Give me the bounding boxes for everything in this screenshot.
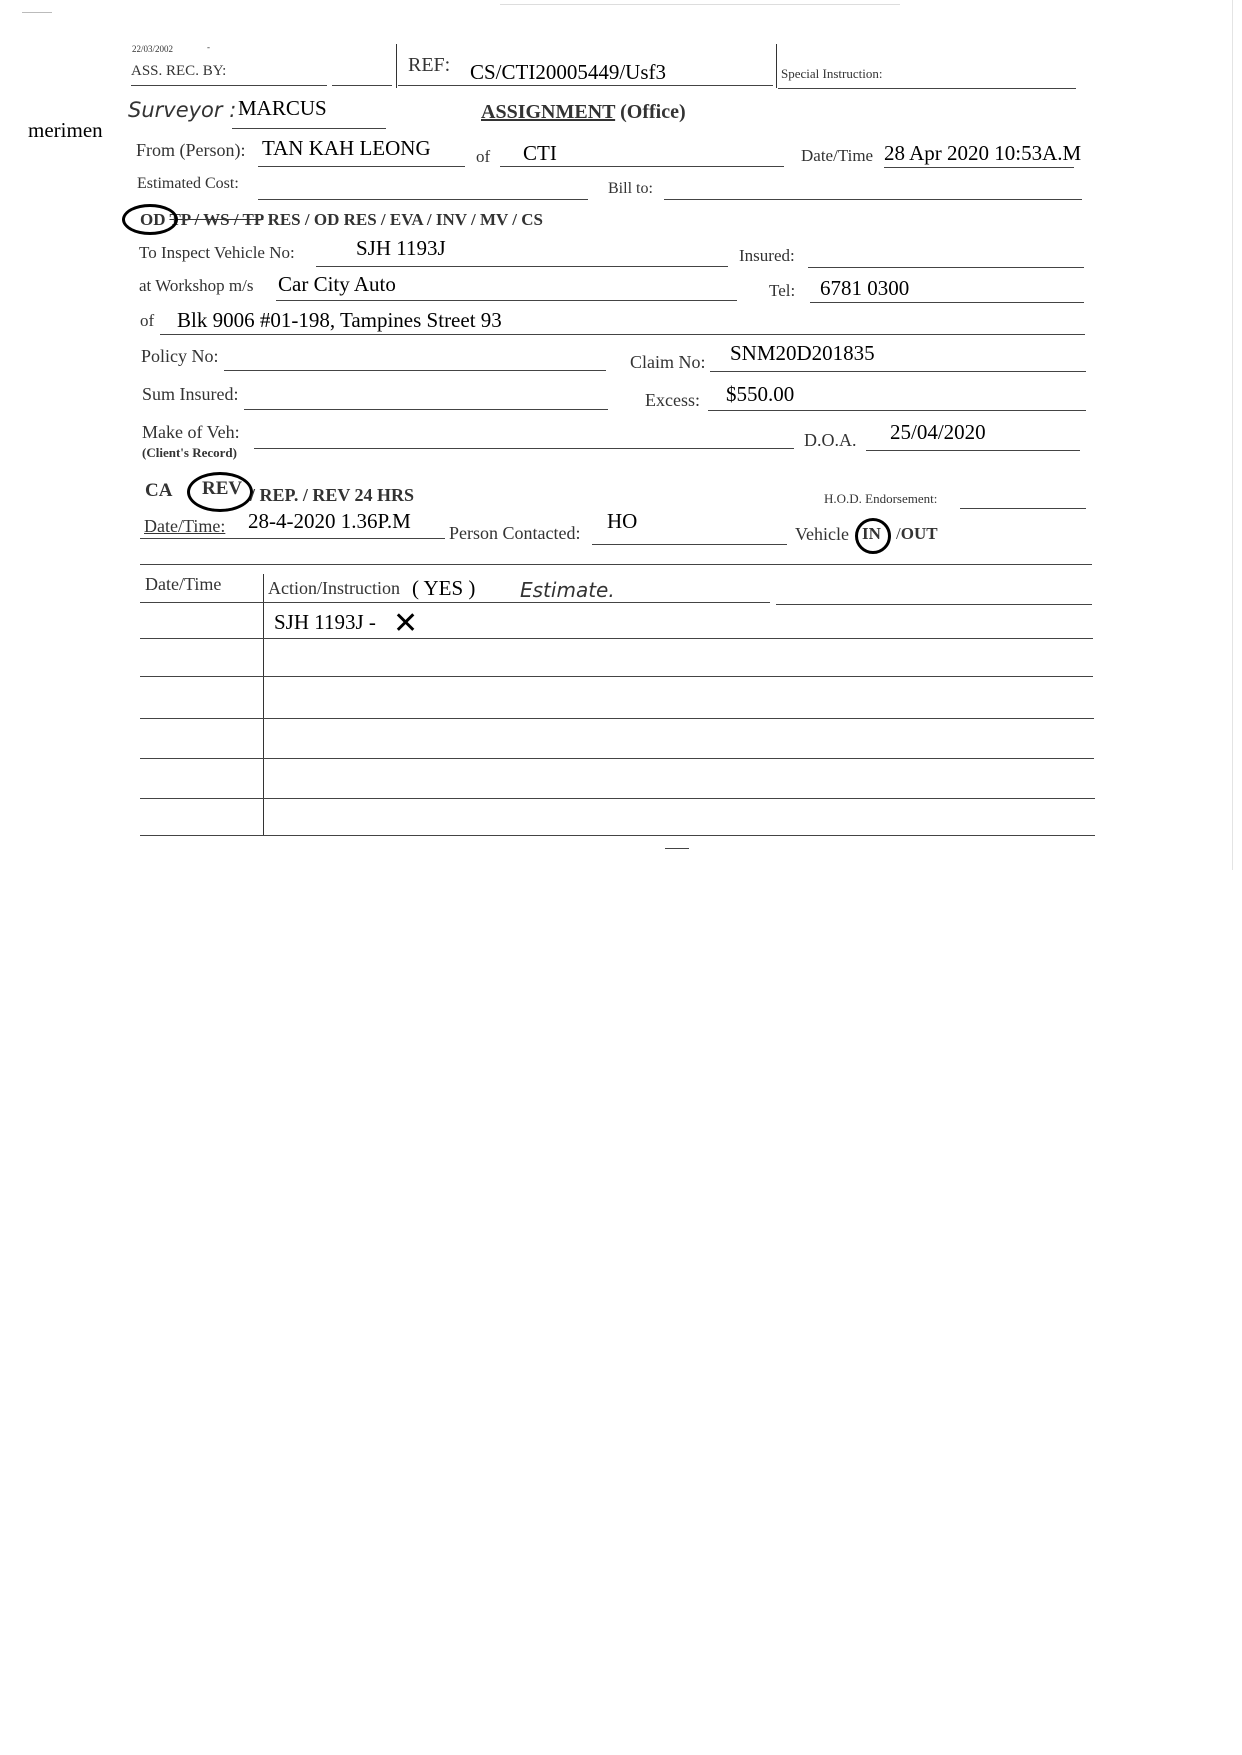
assignment-title-main: ASSIGNMENT bbox=[481, 101, 616, 123]
estimated-cost-label: Estimated Cost: bbox=[137, 175, 239, 192]
top-date: 22/03/2002 bbox=[132, 44, 174, 54]
table-row-line-5 bbox=[140, 758, 1094, 759]
insured-line bbox=[808, 267, 1084, 268]
of-line bbox=[500, 166, 784, 167]
table-estimate-value: Estimate. bbox=[520, 578, 615, 602]
make-label: Make of Veh: bbox=[142, 422, 240, 442]
scan-artifact-bottom bbox=[665, 848, 689, 849]
table-column-divider bbox=[263, 574, 264, 836]
table-row-line-3 bbox=[140, 676, 1093, 677]
ref-line bbox=[398, 85, 773, 86]
in-selection-circle bbox=[855, 518, 891, 554]
claim-types bbox=[140, 210, 543, 230]
hod-endorsement-line bbox=[960, 508, 1086, 509]
table-yes-value: ( YES ) bbox=[412, 576, 476, 600]
excess-label: Excess: bbox=[645, 390, 700, 410]
assignment-title bbox=[481, 101, 686, 124]
person-contacted-label: Person Contacted: bbox=[449, 523, 581, 543]
ass-rec-by-line bbox=[131, 85, 327, 86]
section-divider bbox=[140, 564, 1092, 565]
rev-selection-circle bbox=[187, 472, 253, 512]
header-divider-2 bbox=[776, 44, 777, 88]
option-rev: REV bbox=[202, 478, 243, 499]
ass-rec-by-label: ASS. REC. BY: bbox=[131, 63, 227, 79]
top-mark: - bbox=[207, 42, 210, 52]
surveyor-line bbox=[232, 128, 386, 129]
from-datetime-label: Date/Time bbox=[801, 146, 874, 165]
header-divider-1 bbox=[396, 44, 397, 88]
scan-artifact-right-edge bbox=[1232, 0, 1233, 870]
person-contacted-value: HO bbox=[607, 509, 638, 533]
contact-datetime-line bbox=[140, 538, 445, 539]
tel-value: 6781 0300 bbox=[820, 276, 910, 300]
claim-type-rest: RES / OD RES / EVA / INV / MV / CS bbox=[267, 210, 543, 229]
address-label: of bbox=[140, 311, 155, 330]
claim-label: Claim No: bbox=[630, 352, 706, 372]
x-mark-icon: ✕ bbox=[393, 606, 419, 641]
table-header-datetime: Date/Time bbox=[145, 574, 222, 594]
od-selection-circle bbox=[122, 204, 178, 235]
scan-artifact-top bbox=[500, 4, 900, 5]
vehicle-in-option: IN bbox=[862, 524, 881, 543]
surveyor-label: Surveyor : bbox=[128, 98, 237, 122]
from-datetime-line bbox=[884, 167, 1074, 168]
workshop-line bbox=[276, 300, 737, 301]
contact-datetime-label: Date/Time: bbox=[144, 516, 226, 536]
excess-line bbox=[708, 410, 1086, 411]
claim-line bbox=[710, 371, 1086, 372]
option-ca: CA bbox=[145, 480, 173, 501]
doa-value: 25/04/2020 bbox=[890, 420, 986, 444]
from-label: From (Person): bbox=[136, 140, 246, 160]
sum-insured-line bbox=[244, 409, 608, 410]
ref-label: REF: bbox=[408, 54, 451, 76]
policy-label: Policy No: bbox=[141, 346, 219, 366]
hod-endorsement-label: H.O.D. Endorsement: bbox=[824, 491, 938, 506]
vehicle-out-label: OUT bbox=[900, 524, 938, 543]
claim-type-od: OD bbox=[140, 210, 166, 229]
doa-line bbox=[866, 450, 1080, 451]
claim-value: SNM20D201835 bbox=[730, 341, 875, 365]
make-line bbox=[254, 448, 794, 449]
of-label: of bbox=[476, 147, 491, 166]
table-row-line-4 bbox=[140, 718, 1094, 719]
assignment-title-sub: (Office) bbox=[620, 101, 686, 123]
merimen-watermark: merimen bbox=[28, 118, 103, 142]
bill-to-line bbox=[664, 199, 1082, 200]
option-rest: / REP. / REV 24 HRS bbox=[250, 485, 415, 505]
from-value: TAN KAH LEONG bbox=[262, 136, 431, 160]
workshop-label: at Workshop m/s bbox=[139, 276, 254, 295]
tel-label: Tel: bbox=[769, 281, 796, 300]
table-row-line-1 bbox=[140, 602, 770, 603]
doa-label: D.O.A. bbox=[804, 430, 857, 450]
of-value: CTI bbox=[523, 141, 557, 165]
special-instruction-label: Special Instruction: bbox=[781, 66, 883, 81]
estimated-cost-line bbox=[258, 199, 588, 200]
make-sublabel: (Client's Record) bbox=[142, 445, 237, 460]
person-contacted-line bbox=[592, 544, 787, 545]
table-row-1-text: SJH 1193J - bbox=[274, 610, 376, 634]
scan-artifact-top-left bbox=[22, 12, 52, 13]
table-row-line-2 bbox=[140, 638, 1093, 639]
excess-value: $550.00 bbox=[726, 382, 795, 406]
address-value: Blk 9006 #01-198, Tampines Street 93 bbox=[177, 308, 502, 332]
claim-type-struck: TP / WS / TP bbox=[169, 210, 264, 229]
vehicle-in-out-label: Vehicle bbox=[795, 524, 849, 544]
tel-line bbox=[810, 302, 1084, 303]
vehicle-value: SJH 1193J bbox=[356, 236, 446, 260]
surveyor-value: MARCUS bbox=[238, 96, 327, 120]
vehicle-line bbox=[316, 266, 728, 267]
contact-datetime-value: 28-4-2020 1.36P.M bbox=[248, 509, 411, 533]
slash-mark: / bbox=[896, 524, 901, 543]
sum-insured-label: Sum Insured: bbox=[142, 384, 239, 404]
workshop-value: Car City Auto bbox=[278, 272, 396, 296]
ass-rec-by-line-2 bbox=[332, 85, 392, 86]
table-row-line-7 bbox=[140, 835, 1095, 836]
from-datetime-value: 28 Apr 2020 10:53A.M bbox=[884, 141, 1082, 165]
special-instruction-line bbox=[778, 88, 1076, 89]
vehicle-label: To Inspect Vehicle No: bbox=[139, 243, 295, 262]
policy-line bbox=[224, 370, 606, 371]
vehicle-out-option bbox=[896, 524, 938, 544]
table-row-line-1b bbox=[776, 604, 1092, 605]
from-line bbox=[258, 166, 465, 167]
address-line bbox=[160, 334, 1085, 335]
insured-label: Insured: bbox=[739, 246, 795, 265]
bill-to-label: Bill to: bbox=[608, 180, 653, 197]
table-header-action: Action/Instruction bbox=[268, 578, 400, 598]
table-row-line-6 bbox=[140, 798, 1095, 799]
ref-value: CS/CTI20005449/Usf3 bbox=[470, 60, 667, 84]
